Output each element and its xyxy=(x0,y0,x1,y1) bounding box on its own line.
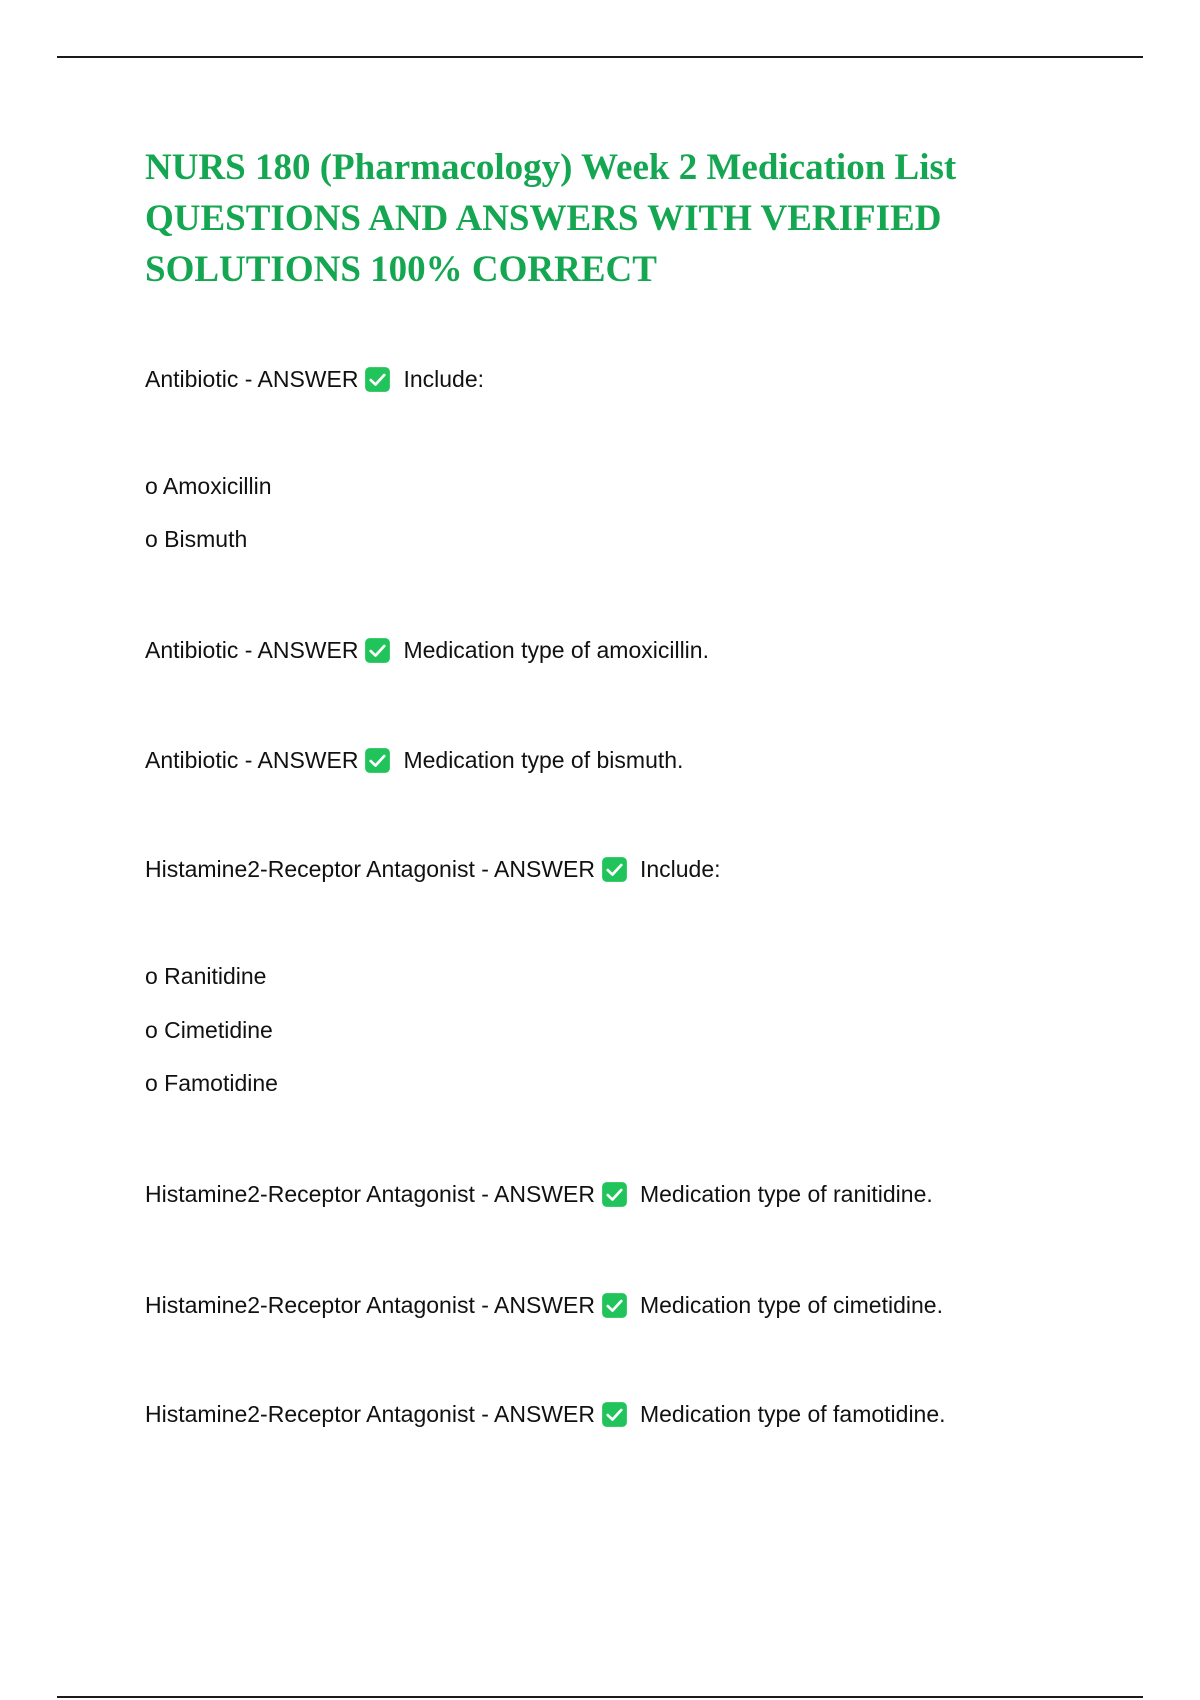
list-item: o Famotidine xyxy=(145,1070,278,1096)
qa-entry xyxy=(145,854,721,884)
list-item: o Bismuth xyxy=(145,526,248,552)
answer-separator: - ANSWER xyxy=(481,1292,595,1318)
document-title xyxy=(145,142,1105,295)
entry-answer: Medication type of famotidine. xyxy=(639,1401,946,1427)
qa-entry xyxy=(145,364,484,394)
entry-answer: Medication type of cimetidine. xyxy=(639,1292,943,1318)
check-mark-button-icon xyxy=(364,637,391,664)
entry-answer: Medication type of ranitidine. xyxy=(639,1181,933,1207)
bottom-rule xyxy=(57,1696,1143,1698)
qa-entry xyxy=(145,1399,946,1429)
entry-answer: Medication type of bismuth. xyxy=(403,747,684,773)
answer-separator: - ANSWER xyxy=(481,1181,595,1207)
title-line: NURS 180 (Pharmacology) Week 2 Medication List xyxy=(145,147,957,188)
check-mark-button-icon xyxy=(601,1401,628,1428)
entry-term: Antibiotic xyxy=(145,366,239,392)
qa-entry xyxy=(145,1179,933,1209)
entry-term: Antibiotic xyxy=(145,637,239,663)
list-item: o Cimetidine xyxy=(145,1017,273,1043)
qa-entry xyxy=(145,745,683,775)
top-rule xyxy=(57,56,1143,58)
answer-separator: - ANSWER xyxy=(481,1401,595,1427)
check-mark-button-icon xyxy=(601,1181,628,1208)
qa-entry xyxy=(145,1290,943,1320)
qa-entry xyxy=(145,635,709,665)
entry-term: Histamine2-Receptor Antagonist xyxy=(145,1181,475,1207)
entry-answer: Include: xyxy=(403,366,485,392)
entry-term: Histamine2-Receptor Antagonist xyxy=(145,856,475,882)
check-mark-button-icon xyxy=(601,1292,628,1319)
answer-separator: - ANSWER xyxy=(244,747,359,773)
entry-term: Histamine2-Receptor Antagonist xyxy=(145,1292,475,1318)
title-line: SOLUTIONS 100% CORRECT xyxy=(145,249,657,290)
list-item: o Amoxicillin xyxy=(145,473,272,499)
check-mark-button-icon xyxy=(601,856,628,883)
entry-answer: Include: xyxy=(639,856,721,882)
answer-separator: - ANSWER xyxy=(244,637,359,663)
answer-separator: - ANSWER xyxy=(244,366,359,392)
list-item: o Ranitidine xyxy=(145,963,267,989)
answer-separator: - ANSWER xyxy=(481,856,595,882)
check-mark-button-icon xyxy=(364,747,391,774)
entry-term: Antibiotic xyxy=(145,747,239,773)
title-line: QUESTIONS AND ANSWERS WITH VERIFIED xyxy=(145,198,942,239)
entry-term: Histamine2-Receptor Antagonist xyxy=(145,1401,475,1427)
check-mark-button-icon xyxy=(364,366,391,393)
entry-answer: Medication type of amoxicillin. xyxy=(403,637,709,663)
